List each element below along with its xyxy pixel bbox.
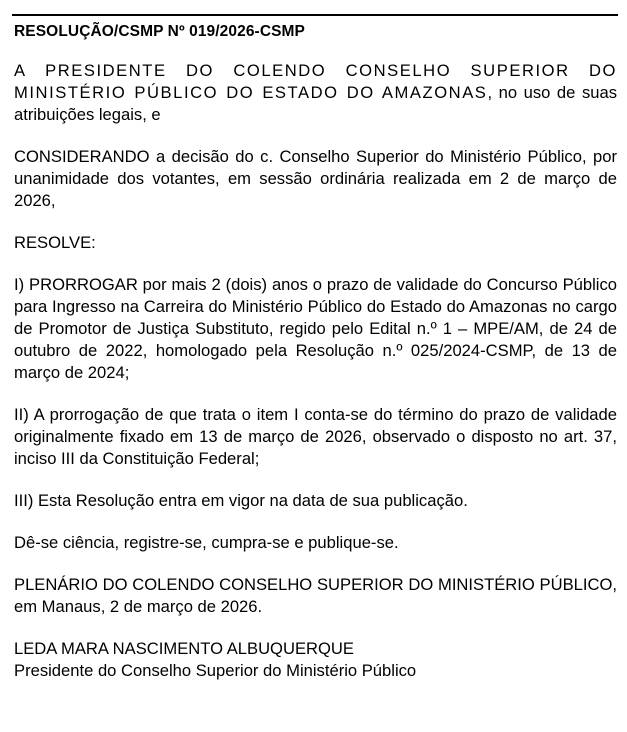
item-2-paragraph: II) A prorrogação de que trata o item I conta-se do término do prazo de validade originalmente fixado em 13 de março de 2026, observado o disposto no art. 37, inciso III da Constituição Federal; <box>14 405 617 468</box>
signatory-title: Presidente do Conselho Superior do Ministério Público <box>14 661 417 680</box>
signature-block <box>14 638 617 682</box>
signatory-name: LEDA MARA NASCIMENTO ALBUQUERQUE <box>14 639 354 658</box>
intro-lead: A PRESIDENTE DO COLENDO CONSELHO SUPERIOR DO MINISTÉRIO PÚBLICO DO ESTADO DO AMAZONAS <box>14 61 617 102</box>
publish-paragraph: Dê-se ciência, registre-se, cumpra-se e publique-se. <box>14 533 399 552</box>
resolution-body <box>14 60 617 682</box>
intro-rest: , no uso de suas atribuições legais, e <box>14 83 618 124</box>
item-1-paragraph: I) PRORROGAR por mais 2 (dois) anos o prazo de validade do Concurso Público para Ingresso na Carreira do Ministério Público do Estado do Amazonas no cargo de Promotor de Justiça Substituto, regido pelo Edital n.º 1 – MPE/AM, de 24 de outubro de 2022, homologado pela Resolução n.º 025/2024-CSMP, de 13 de março de 2024; <box>14 275 617 382</box>
intro-paragraph <box>14 60 617 126</box>
plenary-paragraph: PLENÁRIO DO COLENDO CONSELHO SUPERIOR DO MINISTÉRIO PÚBLICO, em Manaus, 2 de março de 2026. <box>14 575 617 616</box>
item-3-paragraph: III) Esta Resolução entra em vigor na data de sua publicação. <box>14 491 468 510</box>
resolution-title: RESOLUÇÃO/CSMP Nº 019/2026-CSMP <box>14 23 306 40</box>
top-divider <box>12 14 618 16</box>
considering-paragraph: CONSIDERANDO a decisão do c. Conselho Superior do Ministério Público, por unanimidade dos votantes, em sessão ordinária realizada em 2 de março de 2026, <box>14 147 617 210</box>
resolve-heading: RESOLVE: <box>14 233 96 252</box>
